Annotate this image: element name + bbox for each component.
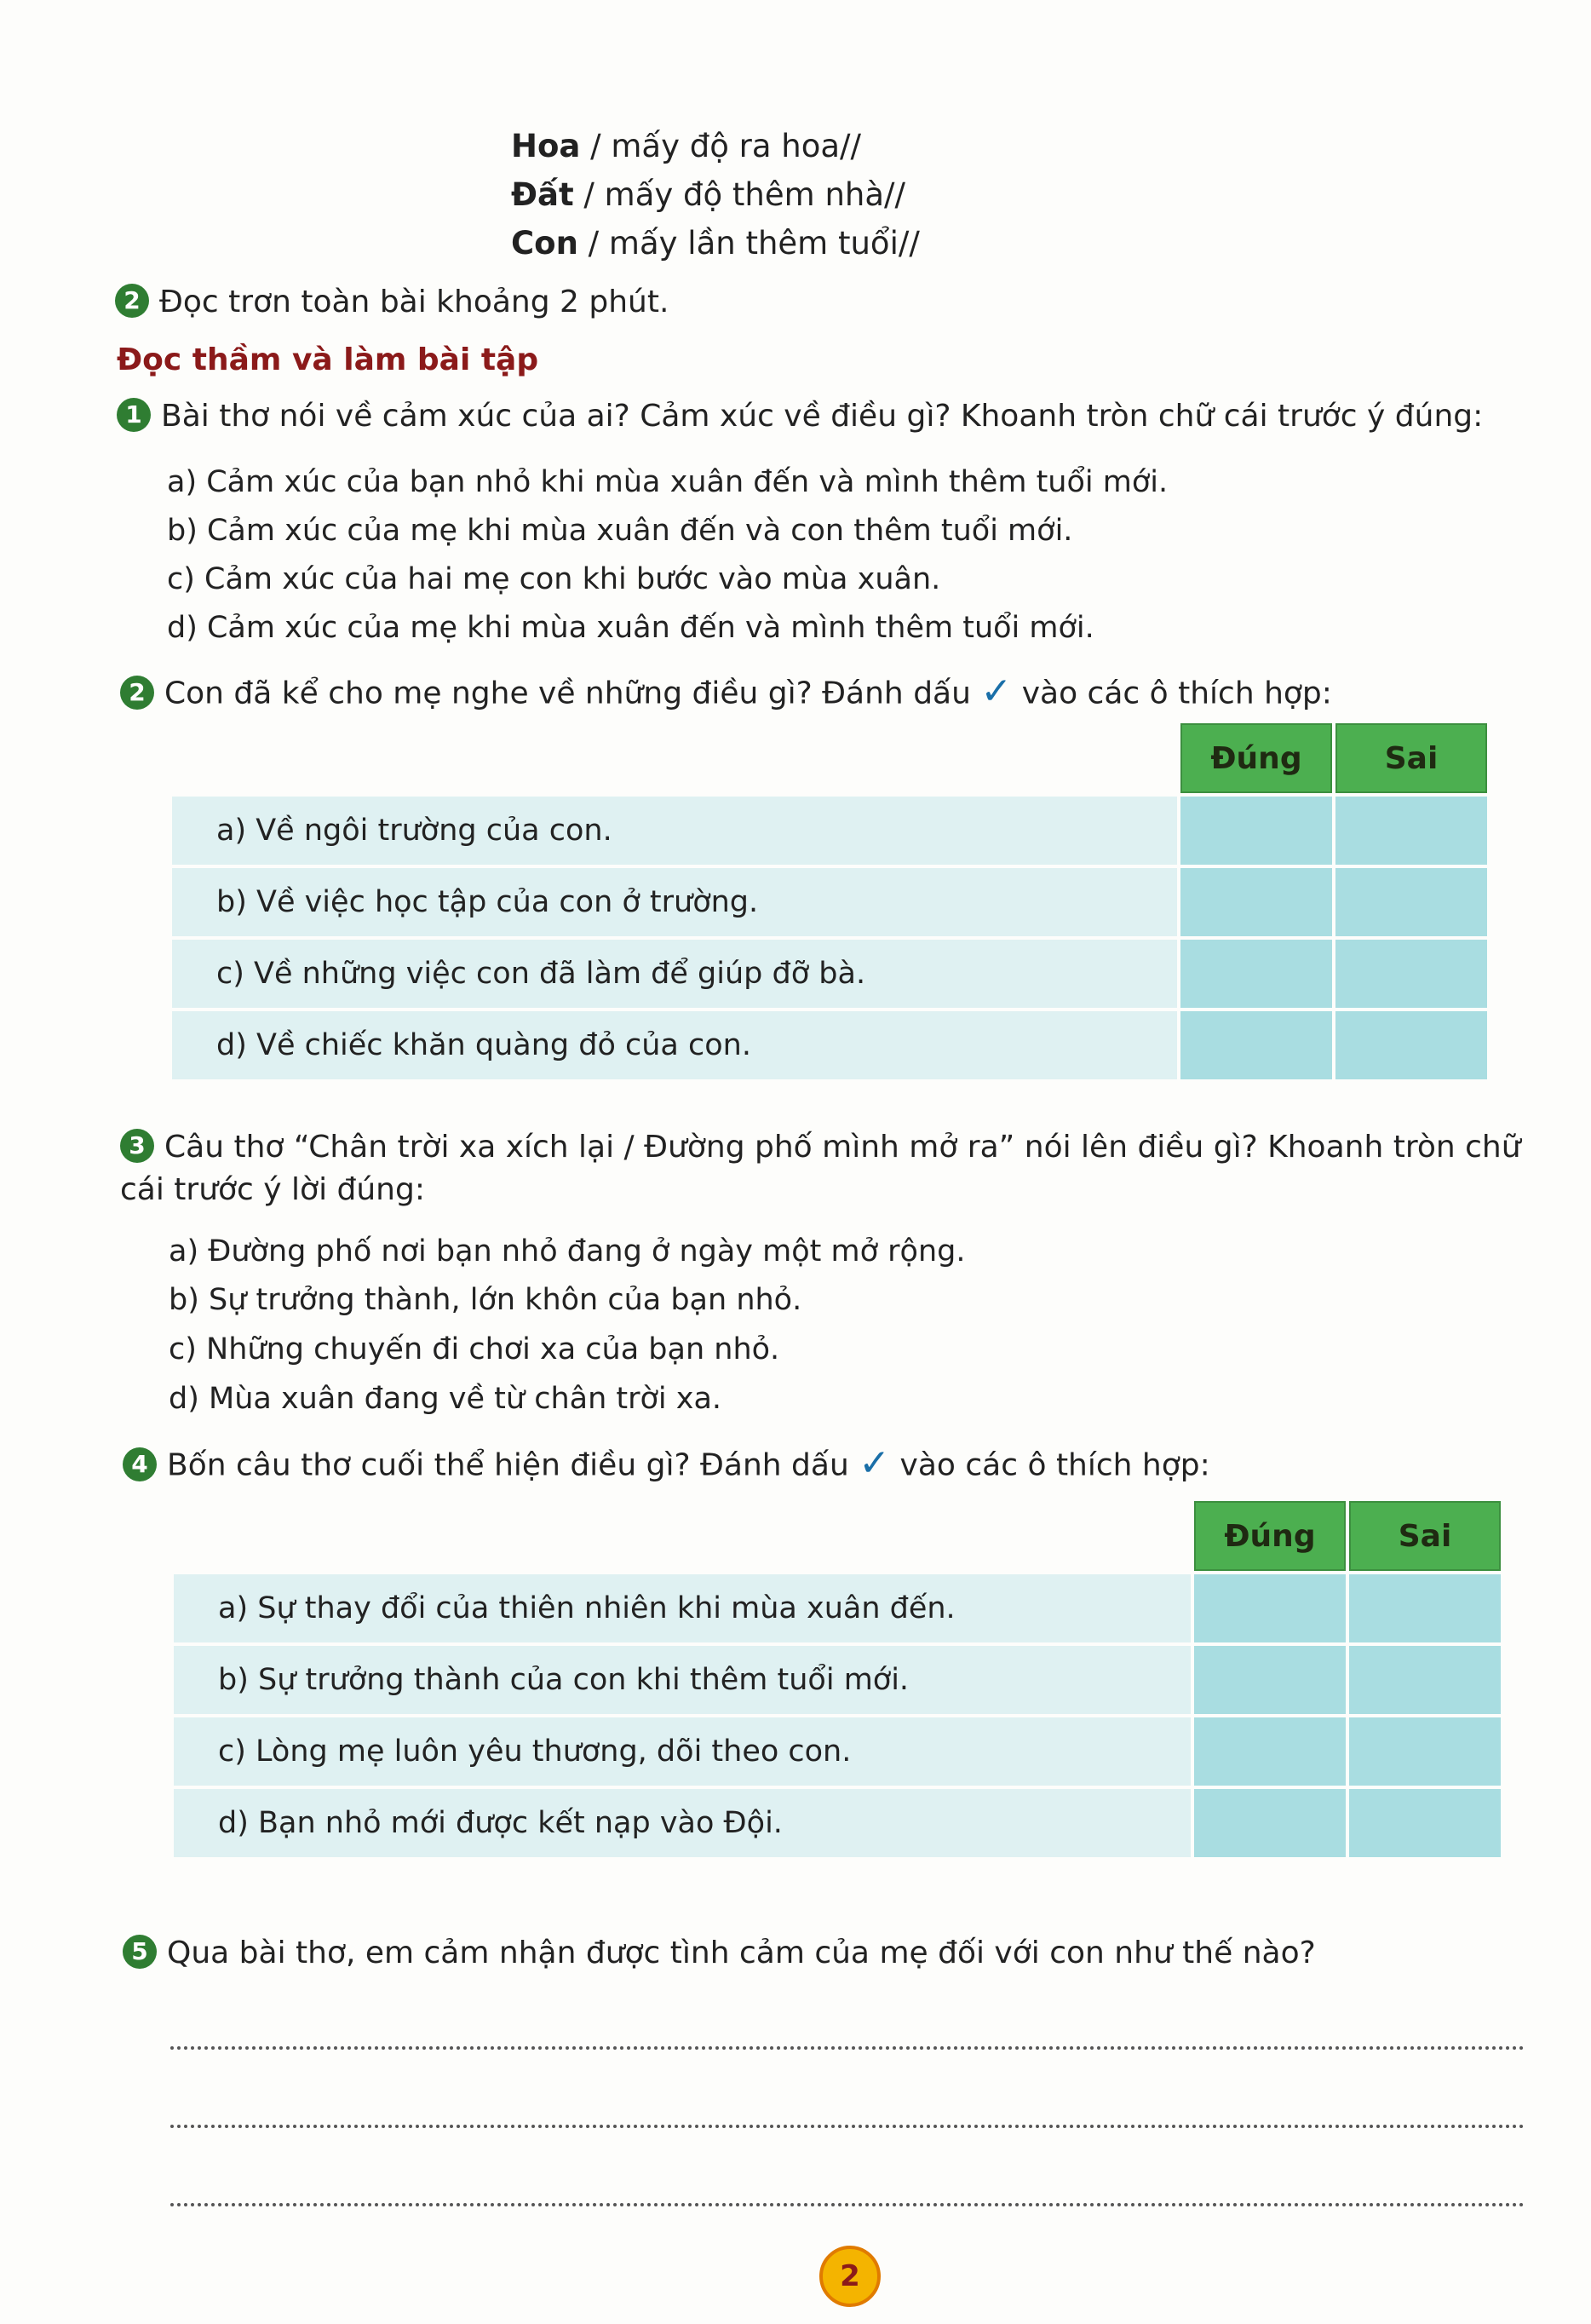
answer-line[interactable] <box>170 2046 1525 2050</box>
poem-line <box>511 176 905 213</box>
number-badge: 1 <box>117 398 151 432</box>
option[interactable]: c) Cảm xúc của hai mẹ con khi bước vào mùa xuân. <box>167 562 941 596</box>
checkbox-false[interactable] <box>1335 940 1487 1008</box>
column-header-false: Sai <box>1335 723 1487 793</box>
checkbox-true[interactable] <box>1194 1717 1346 1786</box>
table-row <box>174 1717 1501 1786</box>
checkbox-false[interactable] <box>1349 1646 1501 1714</box>
checkbox-false[interactable] <box>1335 1011 1487 1079</box>
checkbox-true[interactable] <box>1194 1574 1346 1642</box>
statement: a) Sự thay đổi của thiên nhiên khi mùa xuân đến. <box>174 1574 1191 1642</box>
table-corner <box>172 723 1177 793</box>
page-number-badge: 2 <box>819 2246 881 2307</box>
checkbox-true[interactable] <box>1194 1646 1346 1714</box>
checkbox-true[interactable] <box>1180 940 1332 1008</box>
statement: b) Về việc học tập của con ở trường. <box>172 868 1177 936</box>
column-header-false: Sai <box>1349 1501 1501 1571</box>
number-badge: 2 <box>115 284 149 318</box>
checkmark-icon: ✓ <box>980 670 1013 713</box>
answer-line[interactable] <box>170 2125 1525 2128</box>
table-row <box>172 797 1487 865</box>
poem-text: / mấy độ ra hoa// <box>580 128 861 164</box>
poem-keyword: Đất <box>511 176 574 213</box>
question-text: vào các ô thích hợp: <box>1021 676 1332 711</box>
option[interactable]: d) Mùa xuân đang về từ chân trời xa. <box>169 1382 722 1416</box>
table-row <box>172 1011 1487 1079</box>
section-heading: Đọc thầm và làm bài tập <box>117 342 539 377</box>
table-corner <box>174 1501 1191 1571</box>
question-3 <box>120 1130 1521 1165</box>
statement: d) Về chiếc khăn quàng đỏ của con. <box>172 1011 1177 1079</box>
statement: b) Sự trưởng thành của con khi thêm tuổi mới. <box>174 1646 1191 1714</box>
checkbox-false[interactable] <box>1349 1717 1501 1786</box>
question-text: Con đã kể cho mẹ nghe về những điều gì? Đánh dấu <box>164 676 971 711</box>
question-2 <box>120 670 1332 716</box>
option[interactable]: b) Cảm xúc của mẹ khi mùa xuân đến và con thêm tuổi mới. <box>167 514 1073 548</box>
option[interactable]: d) Cảm xúc của mẹ khi mùa xuân đến và mình thêm tuổi mới. <box>167 611 1094 645</box>
option[interactable]: b) Sự trưởng thành, lớn khôn của bạn nhỏ. <box>169 1283 802 1317</box>
read-aloud-instruction <box>115 285 669 320</box>
statement: c) Về những việc con đã làm để giúp đỡ bà. <box>172 940 1177 1008</box>
option[interactable]: a) Cảm xúc của bạn nhỏ khi mùa xuân đến và mình thêm tuổi mới. <box>167 465 1169 499</box>
answer-table-q4 <box>170 1498 1504 1861</box>
table-row <box>174 1574 1501 1642</box>
table-row <box>174 1789 1501 1857</box>
question-1 <box>117 399 1483 434</box>
checkbox-true[interactable] <box>1180 1011 1332 1079</box>
statement: d) Bạn nhỏ mới được kết nạp vào Đội. <box>174 1789 1191 1857</box>
column-header-true: Đúng <box>1194 1501 1346 1571</box>
table-row <box>174 1646 1501 1714</box>
statement: a) Về ngôi trường của con. <box>172 797 1177 865</box>
column-header-true: Đúng <box>1180 723 1332 793</box>
number-badge: 5 <box>123 1935 157 1969</box>
checkbox-true[interactable] <box>1194 1789 1346 1857</box>
poem-text: / mấy độ thêm nhà// <box>573 176 905 213</box>
option[interactable]: c) Những chuyến đi chơi xa của bạn nhỏ. <box>169 1332 780 1366</box>
poem-keyword: Hoa <box>511 128 581 164</box>
question-text: Bài thơ nói về cảm xúc của ai? Cảm xúc về điều gì? Khoanh tròn chữ cái trước ý đúng: <box>161 399 1484 434</box>
statement: c) Lòng mẹ luôn yêu thương, dõi theo con. <box>174 1717 1191 1786</box>
table-row <box>172 940 1487 1008</box>
answer-line[interactable] <box>170 2203 1525 2206</box>
answer-table-q2 <box>169 720 1490 1083</box>
question-4 <box>123 1441 1210 1488</box>
poem-line <box>511 225 920 262</box>
question-text-continued: cái trước ý lời đúng: <box>120 1172 425 1207</box>
table-row <box>172 868 1487 936</box>
option[interactable]: a) Đường phố nơi bạn nhỏ đang ở ngày một mở rộng. <box>169 1234 966 1268</box>
question-text: Bốn câu thơ cuối thể hiện điều gì? Đánh dấu <box>167 1447 849 1483</box>
checkbox-false[interactable] <box>1335 868 1487 936</box>
number-badge: 4 <box>123 1447 157 1481</box>
question-text: vào các ô thích hợp: <box>899 1447 1210 1483</box>
poem-line <box>511 128 861 164</box>
checkbox-false[interactable] <box>1349 1789 1501 1857</box>
checkbox-false[interactable] <box>1335 797 1487 865</box>
checkbox-true[interactable] <box>1180 868 1332 936</box>
checkbox-true[interactable] <box>1180 797 1332 865</box>
question-5 <box>123 1936 1316 1971</box>
question-text: Câu thơ “Chân trời xa xích lại / Đường phố mình mở ra” nói lên điều gì? Khoanh tròn chữ <box>164 1130 1521 1165</box>
checkmark-icon: ✓ <box>859 1441 891 1485</box>
instruction-text: Đọc trơn toàn bài khoảng 2 phút. <box>159 285 669 319</box>
number-badge: 2 <box>120 676 154 710</box>
question-text: Qua bài thơ, em cảm nhận được tình cảm của mẹ đối với con như thế nào? <box>167 1936 1316 1970</box>
number-badge: 3 <box>120 1129 154 1163</box>
poem-keyword: Con <box>511 225 578 262</box>
poem-text: / mấy lần thêm tuổi// <box>577 225 920 262</box>
checkbox-false[interactable] <box>1349 1574 1501 1642</box>
